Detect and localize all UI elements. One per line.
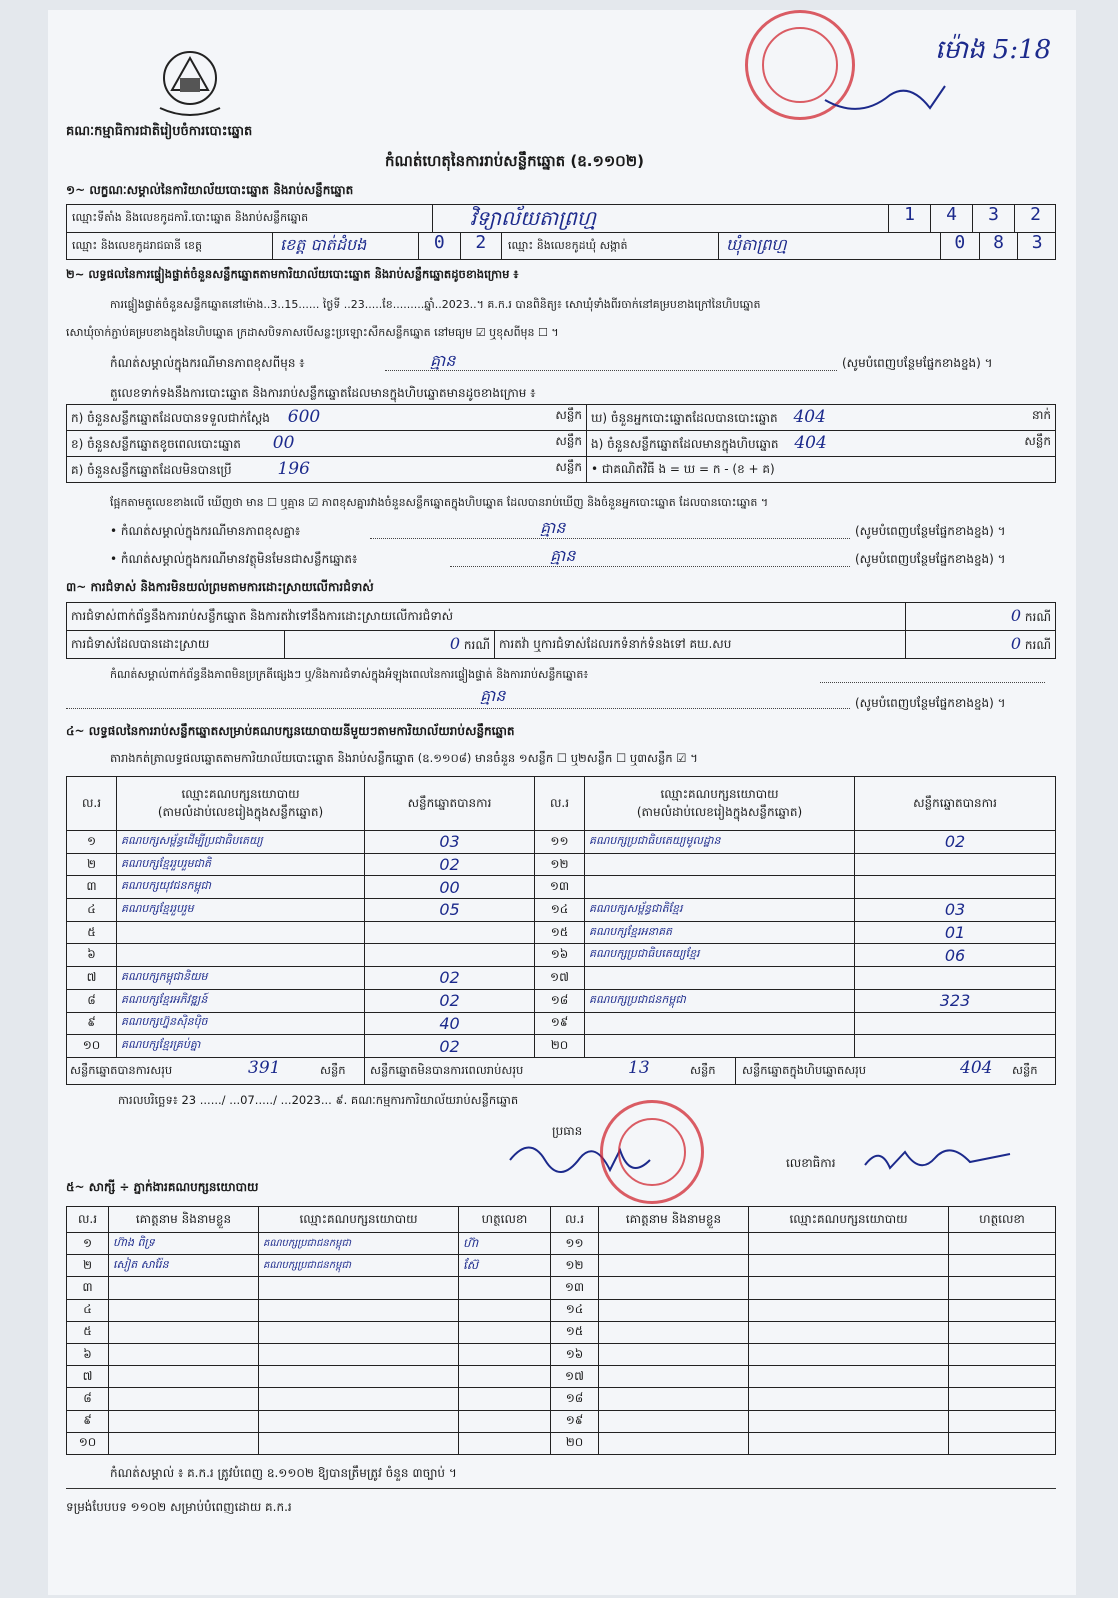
witness-name bbox=[109, 1432, 259, 1454]
figures-row: ខ) ចំនួនសន្លឹកឆ្នោតខូចពេលបោះឆ្នោត 00 សន្លឹក ង) ចំនួនសន្លឹកឆ្នោតដែលមានក្នុងហិបឆ្នោត 404 សន្លឹក bbox=[67, 431, 1056, 457]
voters-voted: 404 bbox=[793, 407, 826, 427]
result-no: ១៣ bbox=[535, 876, 585, 899]
witness-row bbox=[67, 1410, 1056, 1432]
result-no: ១១ bbox=[535, 831, 585, 854]
witness-name bbox=[109, 1388, 259, 1410]
result-party bbox=[117, 921, 365, 944]
result-party: គណបក្សប្រជាជនកម្ពុជា bbox=[585, 989, 855, 1012]
result-votes bbox=[855, 853, 1056, 876]
result-party bbox=[585, 876, 855, 899]
witness-row bbox=[67, 1321, 1056, 1343]
result-no: ១៤ bbox=[535, 899, 585, 922]
objections-count: 0 bbox=[1010, 606, 1022, 625]
result-votes bbox=[855, 1035, 1056, 1058]
result-no: ១២ bbox=[535, 853, 585, 876]
result-no: ៦ bbox=[67, 944, 117, 967]
result-votes bbox=[365, 944, 535, 967]
witness-no: ១៥ bbox=[551, 1321, 599, 1343]
result-votes: 02 bbox=[365, 989, 535, 1012]
witness-signature bbox=[949, 1410, 1056, 1432]
witness-signature bbox=[459, 1299, 551, 1321]
witness-name bbox=[109, 1299, 259, 1321]
result-no: ៧ bbox=[67, 967, 117, 990]
president-label: ប្រធាន bbox=[552, 1124, 583, 1138]
diff-note-label: កំណត់សម្គាល់ក្នុងករណីមានភាពខុសពីមុន ៖ bbox=[110, 356, 305, 370]
b2-tail: (សូមបំពេញបន្ថែមផ្នែកខាងខ្នង) ។ bbox=[855, 552, 1006, 566]
date-line: ការលបរិច្ឆេទ៖ 23 ....../ ...07...../ ...2023... ៩. គណៈកម្មការការិយាល័យរាប់សន្លឹកឆ្នោត bbox=[118, 1093, 519, 1107]
witness-party bbox=[259, 1366, 459, 1388]
diff-note-tail: (សូមបំពេញបន្ថែមផ្នែកខាងខ្នង) ។ bbox=[842, 356, 993, 370]
b2-label: • កំណត់សម្គាល់ក្នុងករណីមានវត្ថុមិនមែនជាសន្លឹកឆ្នោត៖ bbox=[110, 552, 358, 566]
section4-heading: ៤~ លទ្ធផលនៃការរាប់សន្លឹកឆ្នោតសម្រាប់គណបក្សនយោបាយនីមួយៗតាមការិយាល័យរាប់សន្លឹកឆ្នោត bbox=[66, 724, 515, 738]
total-valid: 391 bbox=[248, 1058, 281, 1078]
result-party: គណបក្សប្រជាធិបតេយ្យខ្មែរ bbox=[585, 944, 855, 967]
witness-no: ៥ bbox=[67, 1321, 109, 1343]
commune-name: ឃុំតាព្រហ្ម bbox=[726, 235, 787, 254]
result-no: ១ bbox=[67, 831, 117, 854]
witness-row bbox=[67, 1255, 1056, 1277]
witness-name bbox=[109, 1366, 259, 1388]
org-name: គណៈកម្មាធិការជាតិរៀបចំការបោះឆ្នោត bbox=[66, 124, 253, 139]
result-no: ១៩ bbox=[535, 1012, 585, 1035]
witness-party: គណបក្សប្រជាជនកម្ពុជា bbox=[259, 1255, 459, 1277]
official-stamp-bottom-inner bbox=[618, 1118, 686, 1186]
commune-code: 0 8 3 bbox=[940, 232, 1056, 260]
section5-heading: ៥~ សាក្សី ÷ ភ្នាក់ងារគណបក្សនយោបាយ bbox=[66, 1180, 259, 1194]
results-row bbox=[67, 989, 1056, 1012]
discrepancy-check: ផ្អែកតាមតួលេខខាងលើ ឃើញថា មាន ☐ ឬគ្មាន ☑ ភាពខុសគ្នារវាងចំនួនសន្លឹកឆ្នោតក្នុងហិបឆ្នោត ដែលបានរាប់ឃើញ និងចំនួនអ្នកបោះឆ្នោត ដែលបានបោះឆ្នោត ។ bbox=[110, 496, 769, 509]
result-votes: 02 bbox=[365, 967, 535, 990]
total-box-label: សន្លឹកឆ្នោតក្នុងហិបឆ្នោតសរុប bbox=[742, 1063, 867, 1077]
witness-signature bbox=[949, 1432, 1056, 1454]
b1-label: • កំណត់សម្គាល់ក្នុងករណីមានភាពខុសគ្នា៖ bbox=[110, 524, 301, 538]
figures-row: គ) ចំនួនសន្លឹកឆ្នោតដែលមិនបានប្រើ 196 សន្លឹក • ជាគណិតវិធី ង = ឃ = ក - (ខ + គ) bbox=[67, 457, 1056, 483]
result-no: ១៥ bbox=[535, 921, 585, 944]
site-label: ឈ្មោះទីតាំង និងលេខកូដការិ.បោះឆ្នោត និងរាប់សន្លឹកឆ្នោត bbox=[72, 211, 309, 224]
witness-signature bbox=[459, 1410, 551, 1432]
appeal-count: 0 bbox=[1010, 634, 1022, 653]
witness-signature bbox=[949, 1277, 1056, 1299]
witness-party bbox=[749, 1366, 949, 1388]
witness-name bbox=[109, 1277, 259, 1299]
site-name: វិទ្យាល័យតាព្រហ្ម bbox=[470, 206, 596, 230]
witness-header: ល.រ គោត្តនាម និងនាមខ្លួន ឈ្មោះគណបក្សនយោបាយ ហត្ថលេខា ល.រ គោត្តនាម និងនាមខ្លួន ឈ្មោះគណបក្សនយោបាយ ហត្ថលេខា bbox=[67, 1207, 1056, 1233]
result-party: គណបក្សខ្មែរអនាគត bbox=[585, 921, 855, 944]
witness-no: ១៣ bbox=[551, 1277, 599, 1299]
witness-party bbox=[259, 1388, 459, 1410]
result-votes: 02 bbox=[365, 853, 535, 876]
result-party: គណបក្សខ្មែររួបរួមជាតិ bbox=[117, 853, 365, 876]
result-party: គណបក្សសម្ព័ន្ធជាតិខ្មែរ bbox=[585, 899, 855, 922]
result-votes: 03 bbox=[365, 831, 535, 854]
witness-signature bbox=[459, 1343, 551, 1365]
province-code: 0 2 bbox=[418, 232, 502, 260]
result-party bbox=[585, 1035, 855, 1058]
result-party bbox=[585, 853, 855, 876]
witness-row bbox=[67, 1366, 1056, 1388]
witness-row bbox=[67, 1388, 1056, 1410]
resolved-count: 0 bbox=[449, 634, 461, 653]
province-name: ខេត្ត បាត់ដំបង bbox=[280, 235, 367, 254]
witness-signature bbox=[949, 1321, 1056, 1343]
secretary-signature bbox=[860, 1140, 1020, 1180]
b1-tail: (សូមបំពេញបន្ថែមផ្នែកខាងខ្នង) ។ bbox=[855, 524, 1006, 538]
witness-name bbox=[109, 1343, 259, 1365]
section4-intro: តារាងកត់ត្រាលទ្ធផលឆ្នោតតាមការិយាល័យបោះឆ្នោត និងរាប់សន្លឹកឆ្នោត (ឧ.១១០៨) មានចំនួន ១សន្លឹក ☐ ឬ២សន្លឹក ☐ ឬ៣សន្លឹក ☑ ។ bbox=[110, 751, 698, 765]
witness-no: ៦ bbox=[67, 1343, 109, 1365]
witness-no: ១៨ bbox=[551, 1388, 599, 1410]
results-header: ល.រ ឈ្មោះគណបក្សនយោបាយ (តាមលំដាប់លេខរៀងក្នុងសន្លឹកឆ្នោត) សន្លឹកឆ្នោតបានការ ល.រ ឈ្មោះគណបក្សនយោបាយ (តាមលំដាប់លេខរៀងក្នុងសន្លឹកឆ្នោត) សន្លឹកឆ្នោតបានការ bbox=[67, 777, 1056, 831]
result-no: ២០ bbox=[535, 1035, 585, 1058]
witness-name bbox=[599, 1366, 749, 1388]
witness-name bbox=[599, 1299, 749, 1321]
result-votes: 02 bbox=[855, 831, 1056, 854]
witness-party bbox=[259, 1432, 459, 1454]
results-row bbox=[67, 967, 1056, 990]
witness-name bbox=[599, 1388, 749, 1410]
results-row bbox=[67, 921, 1056, 944]
witness-party bbox=[259, 1277, 459, 1299]
section3-heading: ៣~ ការជំទាស់ និងការមិនយល់ព្រមតាមការដោះស្រាយលើការជំទាស់ bbox=[66, 580, 374, 594]
witness-party bbox=[749, 1343, 949, 1365]
witness-party bbox=[259, 1321, 459, 1343]
witness-party bbox=[749, 1410, 949, 1432]
total-valid-label: សន្លឹកឆ្នោតបានការសរុប bbox=[70, 1063, 173, 1077]
result-no: ១០ bbox=[67, 1035, 117, 1058]
witness-no: ១៦ bbox=[551, 1343, 599, 1365]
spoiled-ballots: 00 bbox=[272, 433, 295, 453]
form-code: ទម្រង់បែបបទ ១១០២ សម្រាប់បំពេញដោយ គ.ក.រ bbox=[66, 1500, 292, 1514]
witness-no: ១ bbox=[67, 1233, 109, 1255]
witness-name bbox=[109, 1321, 259, 1343]
witness-no: ៨ bbox=[67, 1388, 109, 1410]
result-party: គណបក្សខ្មែរគ្រប់គ្នា bbox=[117, 1035, 365, 1058]
witness-signature bbox=[459, 1432, 551, 1454]
footnote: កំណត់សម្គាល់ ៖ គ.ក.រ ត្រូវបំពេញ ឧ.១១០២ ឱ្យបានត្រឹមត្រូវ ចំនួន ៣ច្បាប់ ។ bbox=[110, 1466, 457, 1480]
witness-signature: ហ៊ា bbox=[459, 1233, 551, 1255]
unused-ballots: 196 bbox=[277, 459, 310, 479]
figures-row: ក) ចំនួនសន្លឹកឆ្នោតដែលបានទទួលជាក់ស្តែង 600 សន្លឹក ឃ) ចំនួនអ្នកបោះឆ្នោតដែលបានបោះឆ្នោត 404 នាក់ bbox=[67, 405, 1056, 431]
figures-table bbox=[66, 404, 1056, 483]
witness-no: ១៩ bbox=[551, 1410, 599, 1432]
result-votes: 40 bbox=[365, 1012, 535, 1035]
result-party: គណបក្សសម្ព័ន្ធដើម្បីប្រជាធិបតេយ្យ bbox=[117, 831, 365, 854]
result-no: ១៨ bbox=[535, 989, 585, 1012]
results-row bbox=[67, 944, 1056, 967]
result-party: គណបក្សកម្ពុជានិយម bbox=[117, 967, 365, 990]
witness-name bbox=[599, 1432, 749, 1454]
verify-line2: សោឃុំចាក់ភ្ជាប់គម្របខាងក្នុងនៃហិបឆ្នោត ក្រដាសបិទភាសបើសន្លះប្រឡោះសឹកសន្លឹកឆ្នោត នៅមធ្យម ☑ ឬខុសពីមុន ☐ ។ bbox=[66, 326, 559, 339]
result-no: ១៦ bbox=[535, 944, 585, 967]
irregularity-tail: (សូមបំពេញបន្ថែមផ្នែកខាងខ្នង) ។ bbox=[855, 696, 1006, 710]
total-invalid-label: សន្លឹកឆ្នោតមិនបានការពេលរាប់សរុប bbox=[370, 1063, 524, 1077]
witness-name bbox=[599, 1277, 749, 1299]
result-no: ២ bbox=[67, 853, 117, 876]
witness-name bbox=[599, 1343, 749, 1365]
result-votes: 03 bbox=[855, 899, 1056, 922]
b2-value: គ្មាន bbox=[550, 546, 576, 565]
commune-label: ឈ្មោះ និងលេខកូដឃុំ សង្កាត់ bbox=[508, 239, 628, 252]
results-row bbox=[67, 1035, 1056, 1058]
results-row bbox=[67, 831, 1056, 854]
result-votes: 00 bbox=[365, 876, 535, 899]
witness-no: ១៤ bbox=[551, 1299, 599, 1321]
diff-note-value: គ្មាន bbox=[430, 351, 456, 370]
result-votes bbox=[855, 1012, 1056, 1035]
result-party: គណបក្សប្រជាធិបតេយ្យមូលដ្ឋាន bbox=[585, 831, 855, 854]
secretary-label: លេខាធិការ bbox=[786, 1156, 836, 1170]
b1-value: គ្មាន bbox=[540, 518, 566, 537]
witness-signature bbox=[949, 1299, 1056, 1321]
result-party: គណបក្សយុវជនកម្ពុជា bbox=[117, 876, 365, 899]
witness-row bbox=[67, 1432, 1056, 1454]
divider bbox=[66, 232, 1056, 233]
result-votes: 323 bbox=[855, 989, 1056, 1012]
witness-signature bbox=[949, 1366, 1056, 1388]
verify-line1: ការផ្ទៀងផ្ទាត់ចំនួនសន្លឹកឆ្នោតនៅម៉ោង..3..15...... ថ្ងៃទី ..23.....ខែ.........ឆ្នាំ..2023..។ គ.ក.រ បានពិនិត្យ៖ សោឃុំទាំងពីរចាក់នៅគម្របខាងក្រៅនៃហិបឆ្នោត bbox=[110, 298, 761, 311]
witness-row bbox=[67, 1343, 1056, 1365]
result-votes bbox=[855, 967, 1056, 990]
figures-intro: តួលេខទាក់ទងនឹងការបោះឆ្នោត និងការរាប់សន្លឹកឆ្នោតដែលមានក្នុងហិបឆ្នោតមានដូចខាងក្រោម ៖ bbox=[110, 386, 536, 400]
witness-row bbox=[67, 1277, 1056, 1299]
result-party: គណបក្សខ្មែរអភិវឌ្ឍន៍ bbox=[117, 989, 365, 1012]
witness-name bbox=[599, 1233, 749, 1255]
result-votes bbox=[855, 876, 1056, 899]
section2-heading: ២~ លទ្ធផលនៃការផ្ទៀងផ្ទាត់ចំនួនសន្លឹកឆ្នោតតាមការិយាល័យបោះឆ្នោត និងរាប់សន្លឹកឆ្នោតដូចខាងក្រោម ៖ bbox=[66, 267, 519, 281]
signature-mark bbox=[820, 80, 950, 116]
witness-signature bbox=[949, 1233, 1056, 1255]
result-votes: 06 bbox=[855, 944, 1056, 967]
province-label: ឈ្មោះ និងលេខកូដរាជធានី ខេត្ត bbox=[72, 239, 202, 252]
witness-name bbox=[599, 1255, 749, 1277]
results-row bbox=[67, 899, 1056, 922]
witness-no: ១០ bbox=[67, 1432, 109, 1454]
witness-party bbox=[259, 1343, 459, 1365]
objections-table: ការជំទាស់ពាក់ព័ន្ធនឹងការរាប់សន្លឹកឆ្នោត និងការតវ៉ាទៅនឹងការដោះស្រាយលើការជំទាស់ 0 ករណី ការជំទាស់ដែលបានដោះស្រាយ 0 ករណី ការតវ៉ា ឬការជំទាស់ដែលរកទំនាក់ទំនងទៅ គឃ.សប 0 ករណី bbox=[66, 602, 1056, 659]
total-box: 404 bbox=[960, 1058, 993, 1078]
site-code: 1 4 3 2 bbox=[888, 204, 1056, 232]
witness-name bbox=[109, 1410, 259, 1432]
results-table bbox=[66, 776, 1056, 1058]
witness-no: ៤ bbox=[67, 1299, 109, 1321]
witness-signature bbox=[459, 1366, 551, 1388]
result-votes: 05 bbox=[365, 899, 535, 922]
received-ballots: 600 bbox=[287, 407, 321, 427]
results-row bbox=[67, 1012, 1056, 1035]
witness-name: សៀត សារ៉ែន bbox=[109, 1255, 259, 1277]
result-party bbox=[585, 1012, 855, 1035]
result-votes: 02 bbox=[365, 1035, 535, 1058]
witness-no: ៣ bbox=[67, 1277, 109, 1299]
witness-no: ៩ bbox=[67, 1410, 109, 1432]
witness-signature bbox=[949, 1343, 1056, 1365]
result-no: ១៧ bbox=[535, 967, 585, 990]
totals-row bbox=[66, 1057, 1056, 1085]
witness-row bbox=[67, 1299, 1056, 1321]
witness-name: ហ៊ាង ពិទ្រ bbox=[109, 1233, 259, 1255]
witness-name bbox=[599, 1321, 749, 1343]
national-emblem-icon bbox=[150, 42, 230, 122]
witness-party bbox=[749, 1233, 949, 1255]
witness-signature: ស៊ែ bbox=[459, 1255, 551, 1277]
ballots-in-box: 404 bbox=[794, 433, 827, 453]
witness-signature bbox=[459, 1321, 551, 1343]
witness-signature bbox=[949, 1255, 1056, 1277]
total-invalid: 13 bbox=[628, 1058, 650, 1078]
witness-signature bbox=[949, 1388, 1056, 1410]
result-no: ៤ bbox=[67, 899, 117, 922]
result-no: ៣ bbox=[67, 876, 117, 899]
witness-signature bbox=[459, 1388, 551, 1410]
witness-no: ២០ bbox=[551, 1432, 599, 1454]
time-note: ម៉ោង 5:18 bbox=[935, 35, 1052, 65]
witness-party bbox=[749, 1255, 949, 1277]
witness-signature bbox=[459, 1277, 551, 1299]
result-no: ៨ bbox=[67, 989, 117, 1012]
witness-no: ១១ bbox=[551, 1233, 599, 1255]
witness-party bbox=[259, 1299, 459, 1321]
irregularity-note: កំណត់សម្គាល់ពាក់ព័ន្ធនឹងភាពមិនប្រក្រតីផ្សេងៗ ឬ/និងការជំទាស់ក្នុងអំឡុងពេលនៃការផ្ទៀងផ្ទាត់ និងការរាប់សន្លឹកឆ្នោត៖ bbox=[110, 668, 589, 681]
result-party: គណបក្សខ្មែររួបរួម bbox=[117, 899, 365, 922]
result-votes: 01 bbox=[855, 921, 1056, 944]
irregularity-value: គ្មាន bbox=[480, 686, 506, 705]
result-no: ៩ bbox=[67, 1012, 117, 1035]
witness-party bbox=[749, 1277, 949, 1299]
witness-party bbox=[749, 1321, 949, 1343]
result-party bbox=[585, 967, 855, 990]
witness-party bbox=[749, 1388, 949, 1410]
result-no: ៥ bbox=[67, 921, 117, 944]
witness-name bbox=[599, 1410, 749, 1432]
witness-table bbox=[66, 1206, 1056, 1455]
result-party: គណបក្សហ្វ៊ុនស៊ិនប៉ិច bbox=[117, 1012, 365, 1035]
witness-party bbox=[259, 1410, 459, 1432]
witness-row bbox=[67, 1233, 1056, 1255]
form-title: កំណត់ហេតុនៃការរាប់សន្លឹកឆ្នោត (ឧ.១១០២) bbox=[385, 152, 645, 170]
witness-no: ៧ bbox=[67, 1366, 109, 1388]
result-votes bbox=[365, 921, 535, 944]
results-row bbox=[67, 876, 1056, 899]
witness-party bbox=[749, 1432, 949, 1454]
results-row bbox=[67, 853, 1056, 876]
witness-no: ១២ bbox=[551, 1255, 599, 1277]
result-party bbox=[117, 944, 365, 967]
witness-no: ២ bbox=[67, 1255, 109, 1277]
witness-party bbox=[749, 1299, 949, 1321]
witness-party: គណបក្សប្រជាជនកម្ពុជា bbox=[259, 1233, 459, 1255]
section1-heading: ១~ លក្ខណៈសម្គាល់នៃការិយាល័យបោះឆ្នោត និងរាប់សន្លឹកឆ្នោត bbox=[66, 183, 354, 197]
witness-no: ១៧ bbox=[551, 1366, 599, 1388]
